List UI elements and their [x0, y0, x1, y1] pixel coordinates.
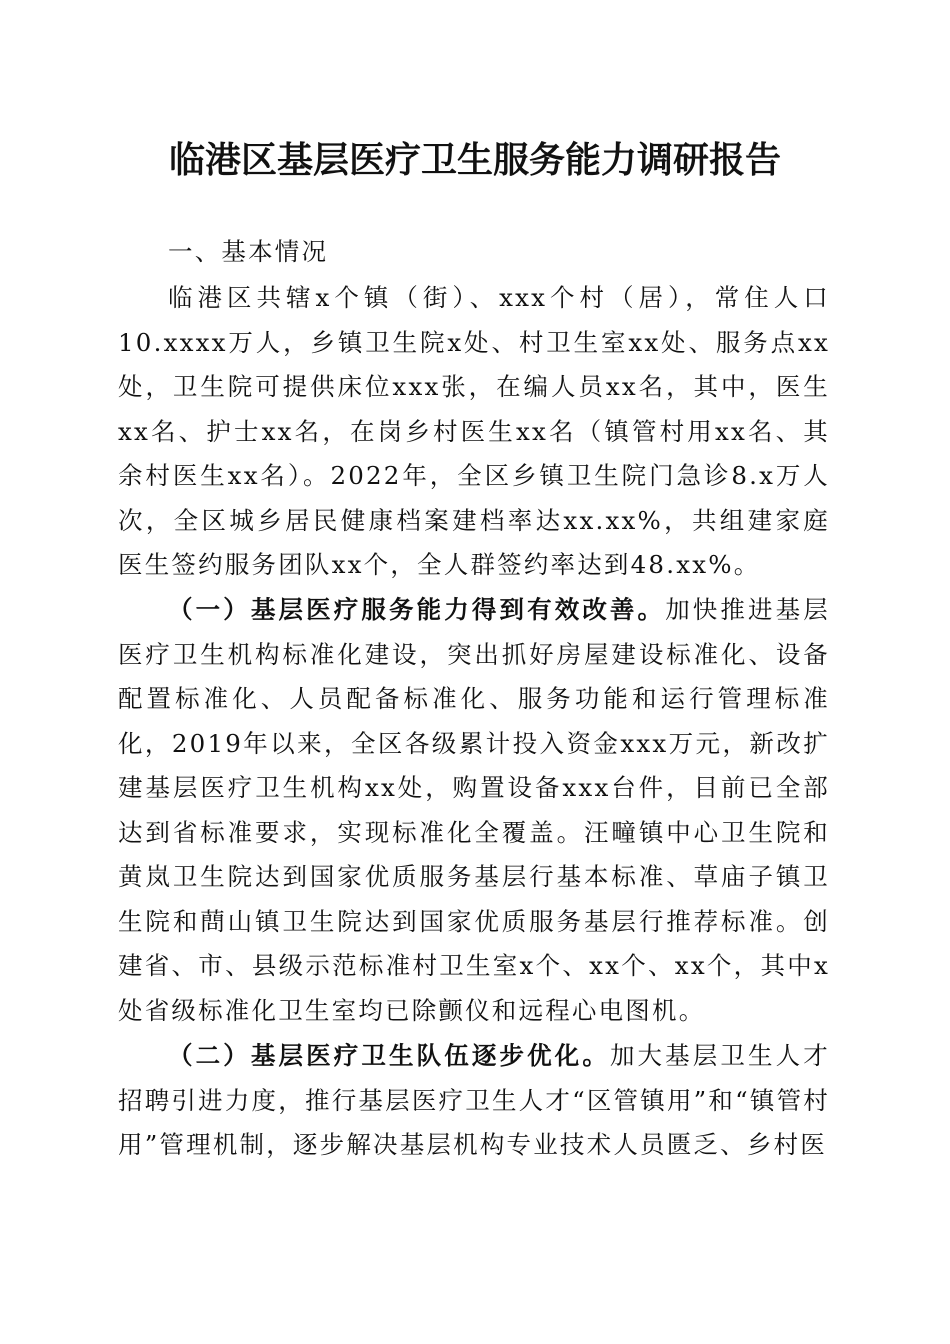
paragraph-subsection-2	[118, 1034, 830, 1168]
paragraph-overview: 临港区共辖x个镇（街）、xxx个村（居），常住人口10.xxxx万人，乡镇卫生院x处、村卫生室xx处、服务点xx处，卫生院可提供床位xxx张，在编人员xx名，其中，医生xx名、护士xx名，在岗乡村医生xx名（镇管村用xx名、其余村医生xx名）。2022年，全区乡镇卫生院门急诊8.x万人次，全区城乡居民健康档案建档率达xx.xx%，共组建家庭医生签约服务团队xx个，全人群签约率达到48.xx%。	[118, 283, 830, 579]
section-heading-basic-situation: 一、基本情况	[168, 237, 329, 266]
paragraph-subsection-1	[118, 588, 830, 1033]
subsection-1-body: 加快推进基层医疗卫生机构标准化建设，突出抓好房屋建设标准化、设备配置标准化、人员配备标准化、服务功能和运行管理标准化，2019年以来，全区各级累计投入资金xxx万元，新改扩建基层医疗卫生机构xx处，购置设备xxx台件，目前已全部达到省标准要求，实现标准化全覆盖。汪疃镇中心卫生院和黄岚卫生院达到国家优质服务基层行基本标准、草庙子镇卫生院和蔄山镇卫生院达到国家优质服务基层行推荐标准。创建省、市、县级示范标准村卫生室x个、xx个、xx个，其中x处省级标准化卫生室均已除颤仪和远程心电图机。	[118, 595, 830, 1025]
document-title: 临港区基层医疗卫生服务能力调研报告	[168, 139, 781, 181]
subsection-2-body: 加大基层卫生人才招聘引进力度，推行基层医疗卫生人才“区管镇用”和“镇管村用”管理机制，逐步解决基层机构专业技术人员匮乏、乡村医	[118, 1041, 830, 1159]
subsection-1-lead: （一）基层医疗服务能力得到有效改善。	[168, 595, 666, 624]
subsection-2-lead: （二）基层医疗卫生队伍逐步优化。	[168, 1041, 610, 1070]
